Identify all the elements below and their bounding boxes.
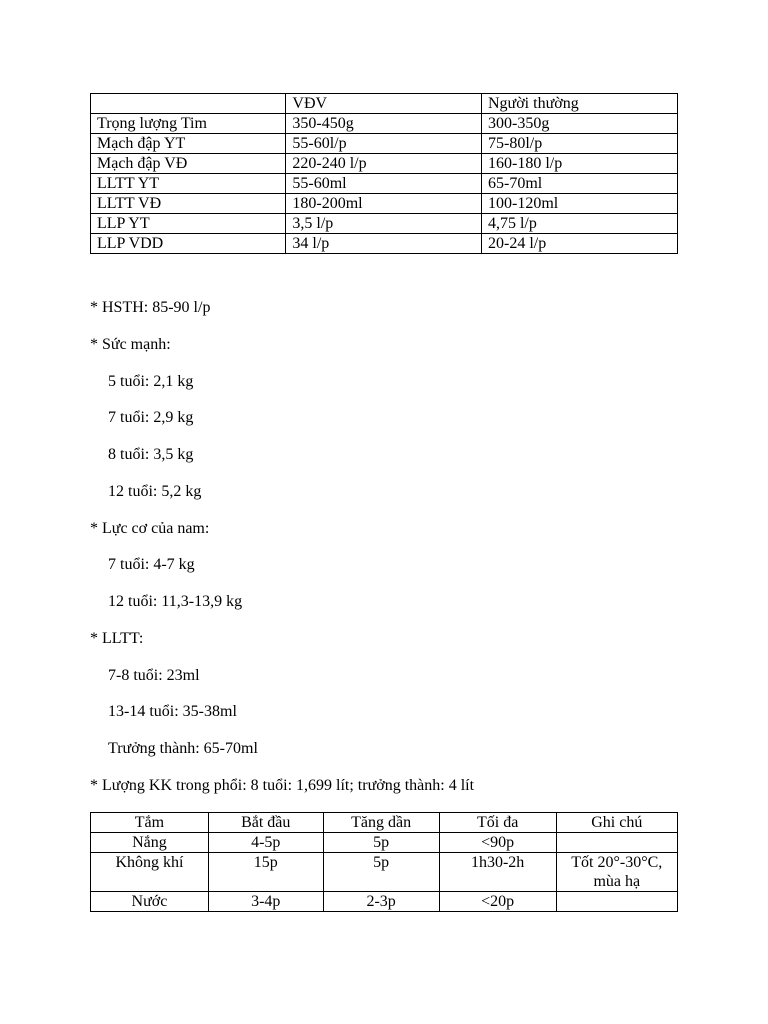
- lltt-heading: * LLTT:: [90, 630, 144, 647]
- hsth-line: * HSTH: 85-90 l/p: [90, 299, 211, 316]
- table-row: [91, 833, 678, 853]
- table-row: [91, 853, 678, 892]
- table-cell: <20p: [439, 892, 556, 912]
- table-cell: 5p: [323, 833, 439, 853]
- lltt-item: Trưởng thành: 65-70ml: [108, 740, 258, 757]
- muscle-force-item: 12 tuổi: 11,3-13,9 kg: [108, 593, 243, 610]
- table-cell: LLTT YT: [91, 174, 286, 194]
- table-cell: LLP VDD: [91, 234, 286, 254]
- table-row: [91, 194, 678, 214]
- table-header-cell: Bắt đầu: [208, 813, 323, 833]
- table-cell: 100-120ml: [481, 194, 677, 214]
- strength-item: 7 tuổi: 2,9 kg: [108, 409, 194, 426]
- heart-comparison-table: [90, 93, 678, 254]
- table-cell: 160-180 l/p: [481, 154, 677, 174]
- table-row: [91, 154, 678, 174]
- table-cell: 20-24 l/p: [481, 234, 677, 254]
- strength-item: 12 tuổi: 5,2 kg: [108, 483, 202, 500]
- strength-heading: * Sức mạnh:: [90, 336, 171, 353]
- table-cell: 4-5p: [208, 833, 323, 853]
- muscle-force-heading: * Lực cơ của nam:: [90, 520, 210, 537]
- table-cell: 2-3p: [323, 892, 439, 912]
- table-row: [91, 214, 678, 234]
- table-cell: 300-350g: [481, 114, 677, 134]
- table-cell: 4,75 l/p: [481, 214, 677, 234]
- table-header-cell: Ghi chú: [556, 813, 677, 833]
- table-cell: 350-450g: [286, 114, 482, 134]
- table-cell: 34 l/p: [286, 234, 482, 254]
- table-cell: 1h30-2h: [439, 853, 556, 892]
- table-cell: Trọng lượng Tim: [91, 114, 286, 134]
- table-header-row: [91, 94, 678, 114]
- table-header-row: [91, 813, 678, 833]
- table-row: [91, 134, 678, 154]
- table-header-cell: [91, 94, 286, 114]
- table-cell: Nước: [91, 892, 209, 912]
- table-cell: 220-240 l/p: [286, 154, 482, 174]
- muscle-force-item: 7 tuổi: 4-7 kg: [108, 556, 195, 573]
- table-header-cell: Tối đa: [439, 813, 556, 833]
- table-cell: 65-70ml: [481, 174, 677, 194]
- table-row: [91, 114, 678, 134]
- table-cell: 3,5 l/p: [286, 214, 482, 234]
- lltt-item: 13-14 tuổi: 35-38ml: [108, 703, 237, 720]
- table-cell: 3-4p: [208, 892, 323, 912]
- table-cell: 55-60ml: [286, 174, 482, 194]
- table-cell: Mạch đập VĐ: [91, 154, 286, 174]
- table-header-cell: VĐV: [286, 94, 482, 114]
- table-cell: 5p: [323, 853, 439, 892]
- lung-air-line: * Lượng KK trong phổi: 8 tuổi: 1,699 lít; trưởng thành: 4 lít: [90, 777, 475, 794]
- table-row: [91, 892, 678, 912]
- lltt-item: 7-8 tuổi: 23ml: [108, 667, 200, 684]
- table-cell: [556, 833, 677, 853]
- table-cell: 180-200ml: [286, 194, 482, 214]
- table-cell: 15p: [208, 853, 323, 892]
- table-cell: LLP YT: [91, 214, 286, 234]
- bathing-table: [90, 812, 678, 912]
- table-row: [91, 174, 678, 194]
- table-cell: LLTT VĐ: [91, 194, 286, 214]
- table-cell: 55-60l/p: [286, 134, 482, 154]
- strength-item: 8 tuổi: 3,5 kg: [108, 446, 194, 463]
- table-header-cell: Người thường: [481, 94, 677, 114]
- table-header-cell: Tắm: [91, 813, 209, 833]
- table-header-cell: Tăng dần: [323, 813, 439, 833]
- table-cell: Mạch đập YT: [91, 134, 286, 154]
- strength-item: 5 tuổi: 2,1 kg: [108, 373, 194, 390]
- table-row: [91, 234, 678, 254]
- table-cell: Không khí: [91, 853, 209, 892]
- table-cell: Nắng: [91, 833, 209, 853]
- table-cell: Tốt 20°-30°C, mùa hạ: [556, 853, 677, 892]
- table-cell: 75-80l/p: [481, 134, 677, 154]
- table-cell: <90p: [439, 833, 556, 853]
- table-cell: [556, 892, 677, 912]
